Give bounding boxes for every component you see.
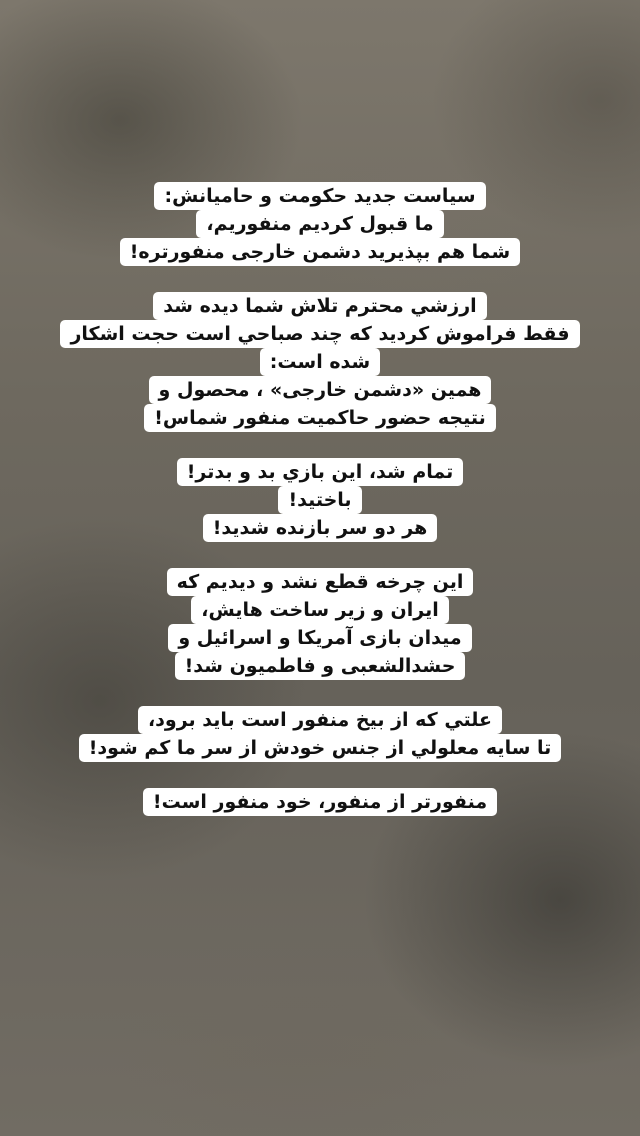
text-line: ما قبول کردیم منفوریم،	[196, 210, 443, 238]
text-line: هر دو سر بازنده شدید!	[203, 514, 437, 542]
text-line: علتي كه از بيخ منفور است بايد برود،	[138, 706, 502, 734]
text-line: منفورتر از منفور، خود منفور است!	[143, 788, 497, 816]
text-line: نتیجه حضور حاکمیت منفور شماس!	[144, 404, 496, 432]
text-line: تا سايه معلولي از جنس خودش از سر ما كم شود!	[79, 734, 562, 762]
text-line: همین «دشمن خارجی» ، محصول و	[149, 376, 492, 404]
text-line: شده است:	[260, 348, 380, 376]
text-block-1	[0, 182, 640, 266]
story-text-overlay	[0, 182, 640, 842]
text-block-3	[0, 458, 640, 542]
text-line: سیاست جدید حکومت و حامیانش:	[154, 182, 485, 210]
text-line: تمام شد، این بازي بد و بدتر!	[177, 458, 464, 486]
text-block-6	[0, 788, 640, 816]
text-line: ارزشي محترم تلاش شما ديده شد	[153, 292, 486, 320]
text-line: حشدالشعبی و فاطمیون شد!	[175, 652, 466, 680]
text-block-4	[0, 568, 640, 680]
text-line: باختید!	[278, 486, 361, 514]
text-line: فقط فراموش كرديد كه چند صباحي است حجت اشكار	[60, 320, 579, 348]
text-line: میدان بازی آمریکا و اسرائیل و	[168, 624, 471, 652]
text-block-2	[0, 292, 640, 432]
text-block-5	[0, 706, 640, 762]
text-line: شما هم بپذیرید دشمن خارجی منفورتره!	[120, 238, 520, 266]
text-line: این چرخه قطع نشد و دیدیم که	[167, 568, 474, 596]
text-line: ایران و زیر ساخت هایش،	[191, 596, 449, 624]
